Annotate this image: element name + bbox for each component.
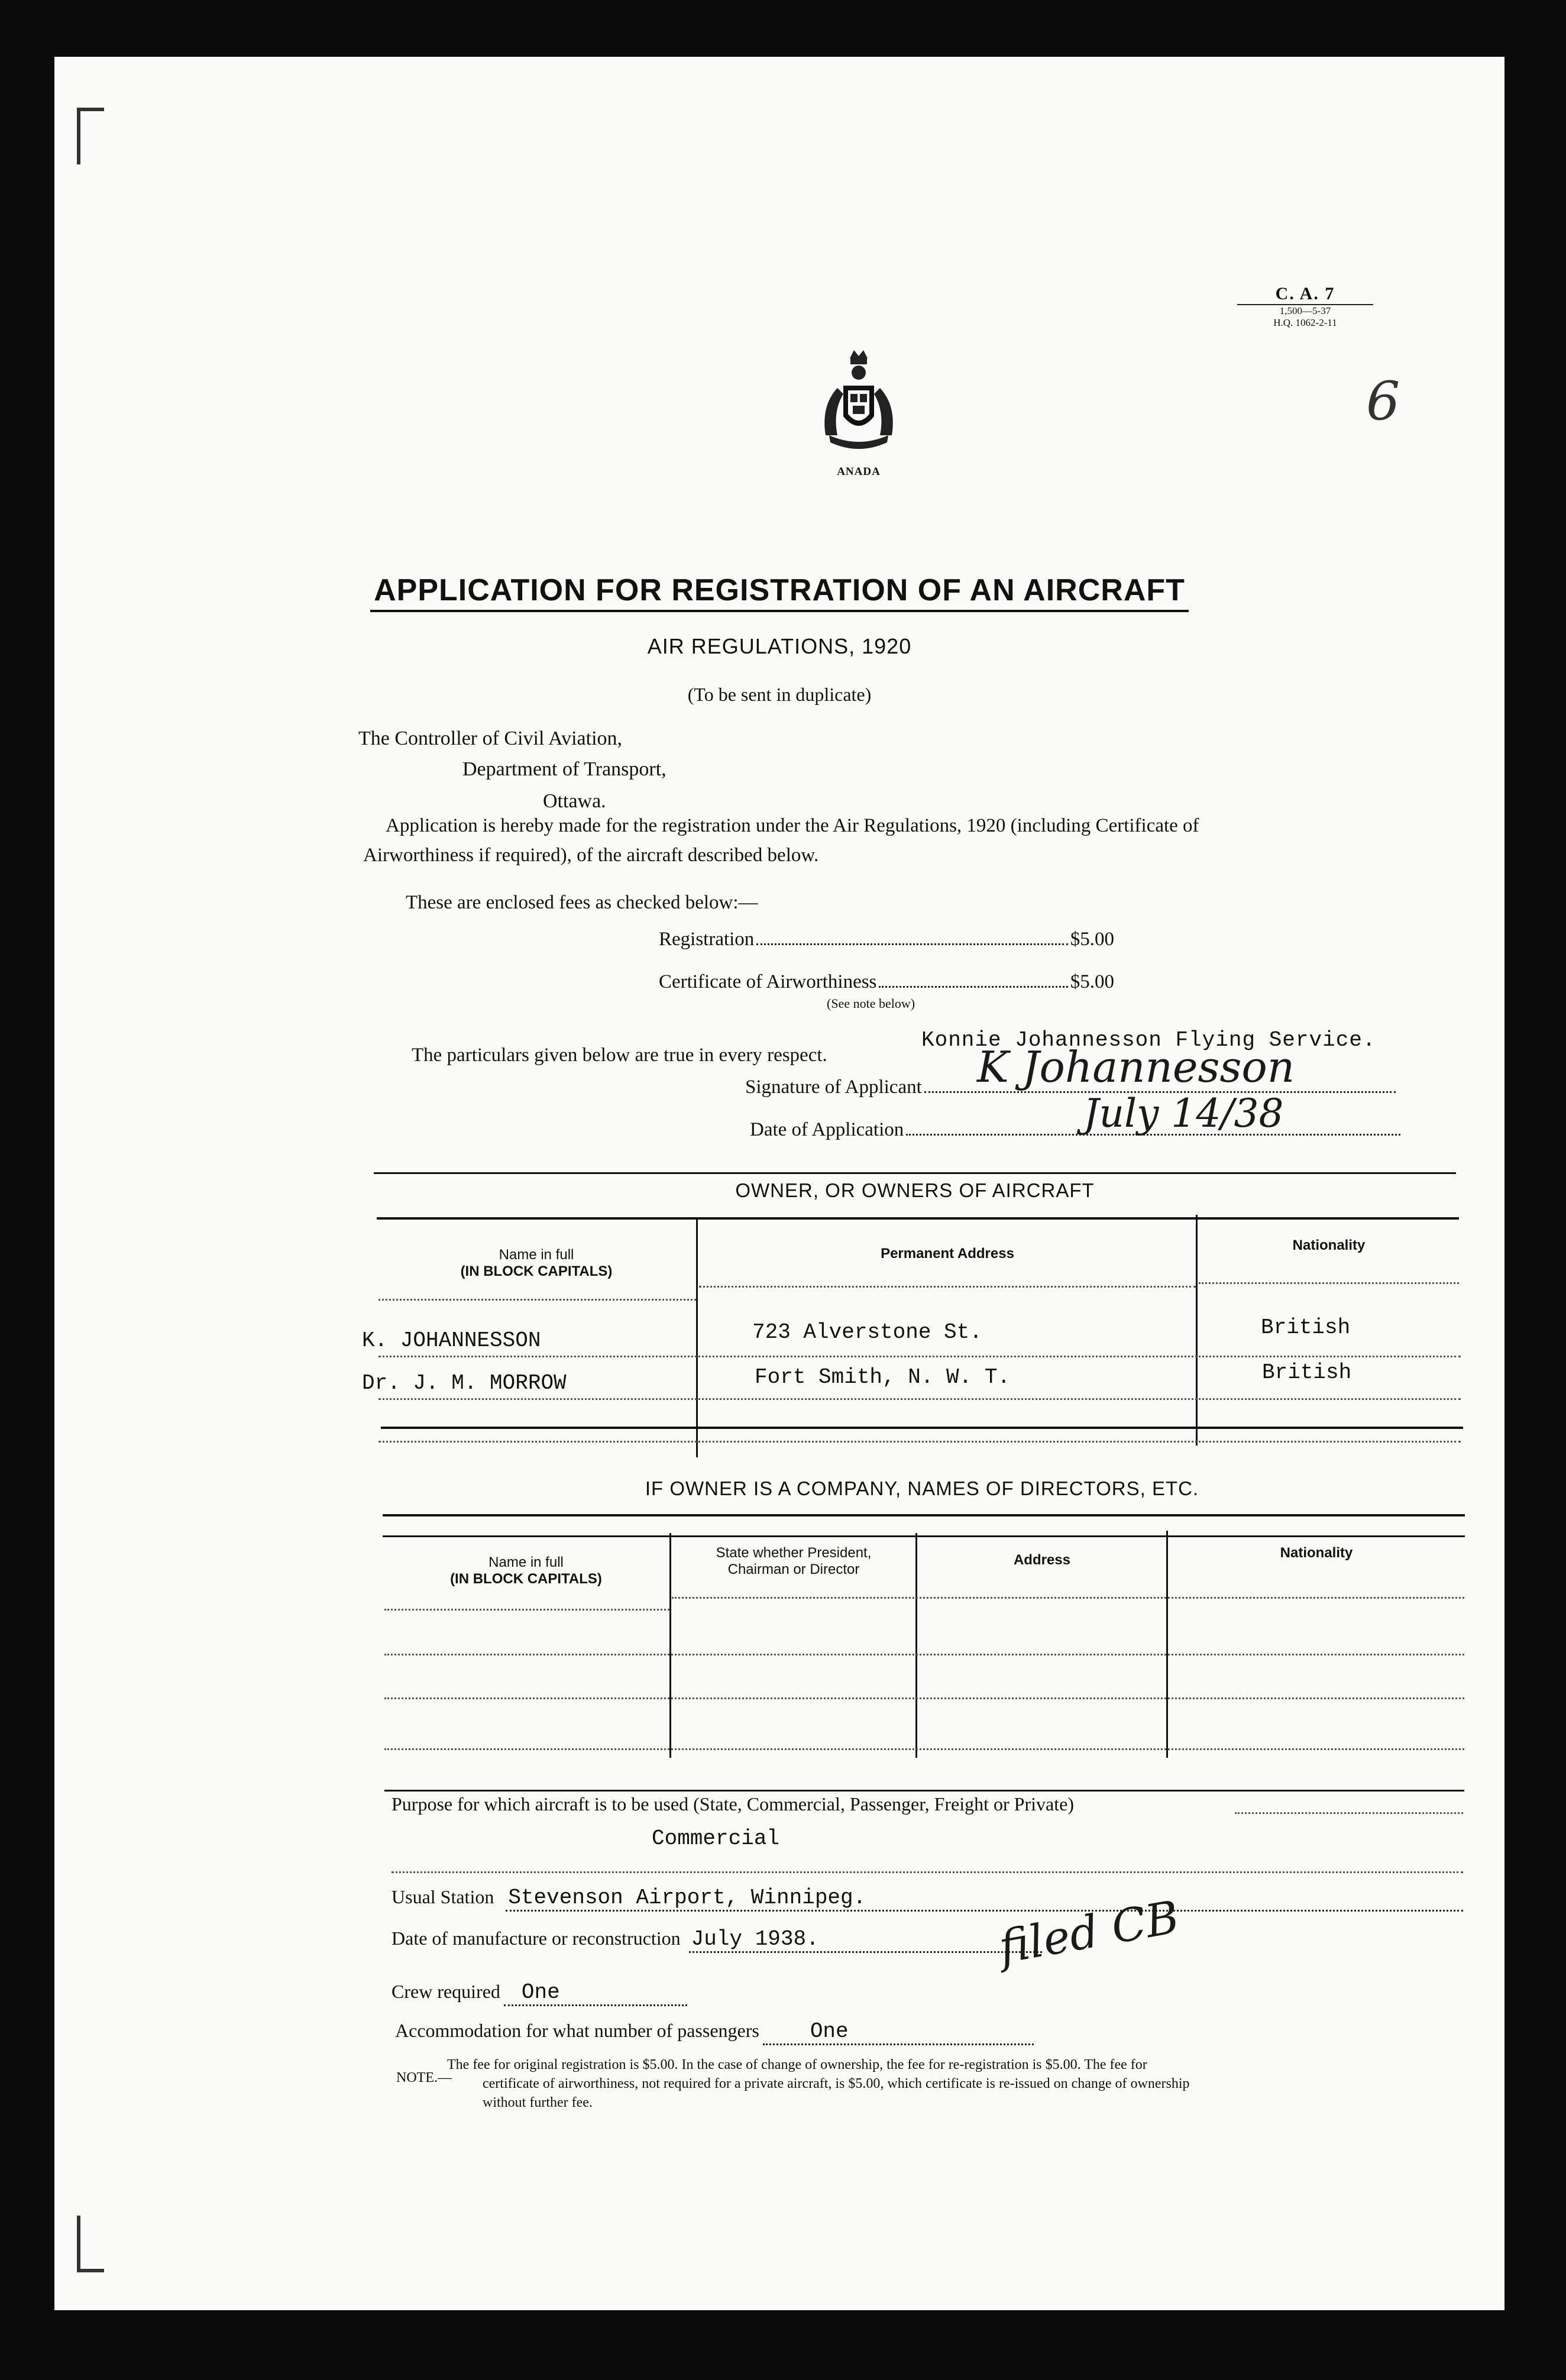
passengers-value: One bbox=[763, 2019, 1034, 2045]
fee-registration bbox=[659, 929, 1114, 950]
crest-label: ANADA bbox=[837, 465, 881, 478]
company-name: Konnie Johannesson Flying Service. bbox=[921, 1028, 1376, 1052]
fee-airworthiness-leader bbox=[879, 986, 1067, 988]
owners-heading: OWNER, OR OWNERS OF AIRCRAFT bbox=[735, 1179, 1095, 1201]
directors-col-name-line1: Name in full bbox=[488, 1554, 564, 1570]
owner-name-1: K. JOHANNESSON bbox=[362, 1328, 541, 1353]
crew-value: One bbox=[504, 1980, 687, 2006]
form-code-hq: H.Q. 1062-2-11 bbox=[1273, 317, 1337, 328]
owners-col-name-line2: (IN BLOCK CAPITALS) bbox=[460, 1263, 613, 1279]
margin-initials: filed CB bbox=[995, 1890, 1183, 1974]
owners-top-rule bbox=[374, 1172, 1456, 1174]
crew-label: Crew required bbox=[392, 1981, 500, 2002]
directors-col-divider-1 bbox=[669, 1533, 671, 1758]
directors-col-role bbox=[672, 1545, 915, 1578]
form-code-main: C. A. 7 bbox=[1237, 284, 1373, 305]
owners-col-nationality: Nationality bbox=[1292, 1237, 1366, 1253]
usual-station-row bbox=[392, 1886, 1463, 1912]
crew-row bbox=[392, 1980, 687, 2006]
addressee-line-2: Department of Transport, bbox=[462, 758, 666, 780]
directors-col-role-line1: State whether President, bbox=[716, 1545, 872, 1561]
fee-registration-label: Registration bbox=[659, 929, 755, 950]
manufacture-value: July 1938. bbox=[689, 1927, 1042, 1953]
coat-of-arms-icon bbox=[817, 347, 900, 465]
fee-registration-amount: $5.00 bbox=[1070, 929, 1114, 950]
note-line-2: certificate of airworthiness, not required for a private aircraft, is $5.00, which certificate is re-issued on change of ownership bbox=[483, 2076, 1190, 2091]
addressee-line-1: The Controller of Civil Aviation, bbox=[358, 727, 623, 749]
note-line-1: The fee for original registration is $5.00. In the case of change of ownership, the fee for re-registration is $5.00. The fee for bbox=[447, 2057, 1147, 2072]
duplicate-note: (To be sent in duplicate) bbox=[687, 684, 872, 705]
directors-row-rule-2 bbox=[384, 1697, 1464, 1699]
crest bbox=[817, 347, 900, 478]
purpose-line-2 bbox=[392, 1871, 1463, 1873]
fee-airworthiness bbox=[659, 971, 1114, 993]
directors-col-address: Address bbox=[1013, 1552, 1071, 1568]
owners-col-divider-2 bbox=[1196, 1215, 1198, 1446]
directors-sub-rule-1 bbox=[384, 1609, 669, 1611]
directors-col-divider-3 bbox=[1166, 1531, 1168, 1758]
owners-col-address: Permanent Address bbox=[881, 1246, 1014, 1262]
owners-col-name bbox=[377, 1247, 696, 1280]
owners-col-name-line1: Name in full bbox=[499, 1247, 574, 1263]
application-date: July 14/38 bbox=[1083, 1091, 1284, 1136]
directors-col-name bbox=[383, 1554, 669, 1587]
date-label: Date of Application bbox=[750, 1119, 904, 1140]
purpose-leader bbox=[1235, 1812, 1463, 1814]
margin-mark: 6 bbox=[1366, 370, 1400, 432]
owners-sub-rule-3 bbox=[1199, 1282, 1459, 1284]
note-line-3: without further fee. bbox=[483, 2095, 593, 2110]
directors-colhead-rule bbox=[383, 1535, 1465, 1537]
directors-bottom-rule bbox=[384, 1790, 1464, 1792]
owners-row-rule-2 bbox=[378, 1398, 1461, 1400]
directors-row-rule-3 bbox=[384, 1748, 1464, 1750]
application-text-1: Application is hereby made for the registration under the Air Regulations, 1920 (including Certificate of bbox=[386, 815, 1199, 836]
fee-registration-leader bbox=[756, 943, 1067, 945]
directors-col-nationality: Nationality bbox=[1280, 1545, 1353, 1561]
note-label: NOTE.— bbox=[396, 2070, 452, 2085]
applicant-signature: K Johannesson bbox=[977, 1042, 1295, 1092]
directors-header-rule bbox=[383, 1514, 1465, 1516]
owners-row-rule-3 bbox=[378, 1441, 1461, 1443]
directors-top-rule bbox=[381, 1427, 1463, 1429]
passengers-row bbox=[395, 2019, 1034, 2045]
fee-airworthiness-amount: $5.00 bbox=[1070, 971, 1114, 992]
form-sheet bbox=[54, 57, 1504, 2310]
form-code bbox=[1237, 284, 1373, 329]
owner-nationality-1: British bbox=[1261, 1315, 1351, 1340]
usual-station-value: Stevenson Airport, Winnipeg. bbox=[506, 1886, 1463, 1912]
passengers-label: Accommodation for what number of passengers bbox=[395, 2020, 759, 2041]
see-note: (See note below) bbox=[827, 996, 915, 1011]
directors-heading: IF OWNER IS A COMPANY, NAMES OF DIRECTORS, ETC. bbox=[645, 1477, 1199, 1499]
owner-address-1: 723 Alverstone St. bbox=[752, 1320, 982, 1344]
directors-col-name-line2: (IN BLOCK CAPITALS) bbox=[450, 1571, 602, 1587]
purpose-value: Commercial bbox=[652, 1826, 780, 1851]
directors-sub-rule-2 bbox=[672, 1597, 1464, 1599]
application-text-2: Airworthiness if required), of the aircraft described below. bbox=[363, 845, 819, 866]
owners-sub-rule-1 bbox=[699, 1286, 1196, 1288]
date-line bbox=[750, 1119, 1400, 1141]
manufacture-label: Date of manufacture or reconstruction bbox=[392, 1928, 681, 1949]
owner-name-2: Dr. J. M. MORROW bbox=[362, 1371, 567, 1395]
owners-col-divider-1 bbox=[696, 1217, 698, 1457]
particulars-text: The particulars given below are true in every respect. bbox=[412, 1045, 827, 1066]
owner-address-2: Fort Smith, N. W. T. bbox=[755, 1365, 1011, 1389]
subtitle: AIR REGULATIONS, 1920 bbox=[647, 634, 912, 658]
crop-mark-bottom-left bbox=[77, 2216, 104, 2272]
usual-station-label: Usual Station bbox=[392, 1886, 494, 1907]
owner-nationality-2: British bbox=[1262, 1360, 1352, 1385]
owners-header-rule bbox=[377, 1217, 1459, 1220]
signature-label: Signature of Applicant bbox=[745, 1076, 922, 1098]
directors-col-divider-2 bbox=[915, 1533, 917, 1758]
crop-mark-top-left bbox=[77, 108, 104, 164]
form-title bbox=[54, 573, 1504, 608]
form-code-print: 1,500—5-37 bbox=[1279, 305, 1331, 316]
fee-airworthiness-label: Certificate of Airworthiness bbox=[659, 971, 877, 992]
fees-intro: These are enclosed fees as checked below:— bbox=[406, 892, 758, 913]
owners-sub-rule-2 bbox=[378, 1299, 696, 1301]
form-title-text: APPLICATION FOR REGISTRATION OF AN AIRCRAFT bbox=[370, 573, 1189, 612]
addressee-line-3: Ottawa. bbox=[543, 790, 606, 812]
directors-row-rule-1 bbox=[384, 1654, 1464, 1655]
owners-row-rule-1 bbox=[378, 1356, 1461, 1357]
purpose-label: Purpose for which aircraft is to be used (State, Commercial, Passenger, Freight or Private) bbox=[392, 1793, 1074, 1815]
manufacture-row bbox=[392, 1927, 1042, 1953]
directors-col-role-line2: Chairman or Director bbox=[727, 1561, 860, 1577]
